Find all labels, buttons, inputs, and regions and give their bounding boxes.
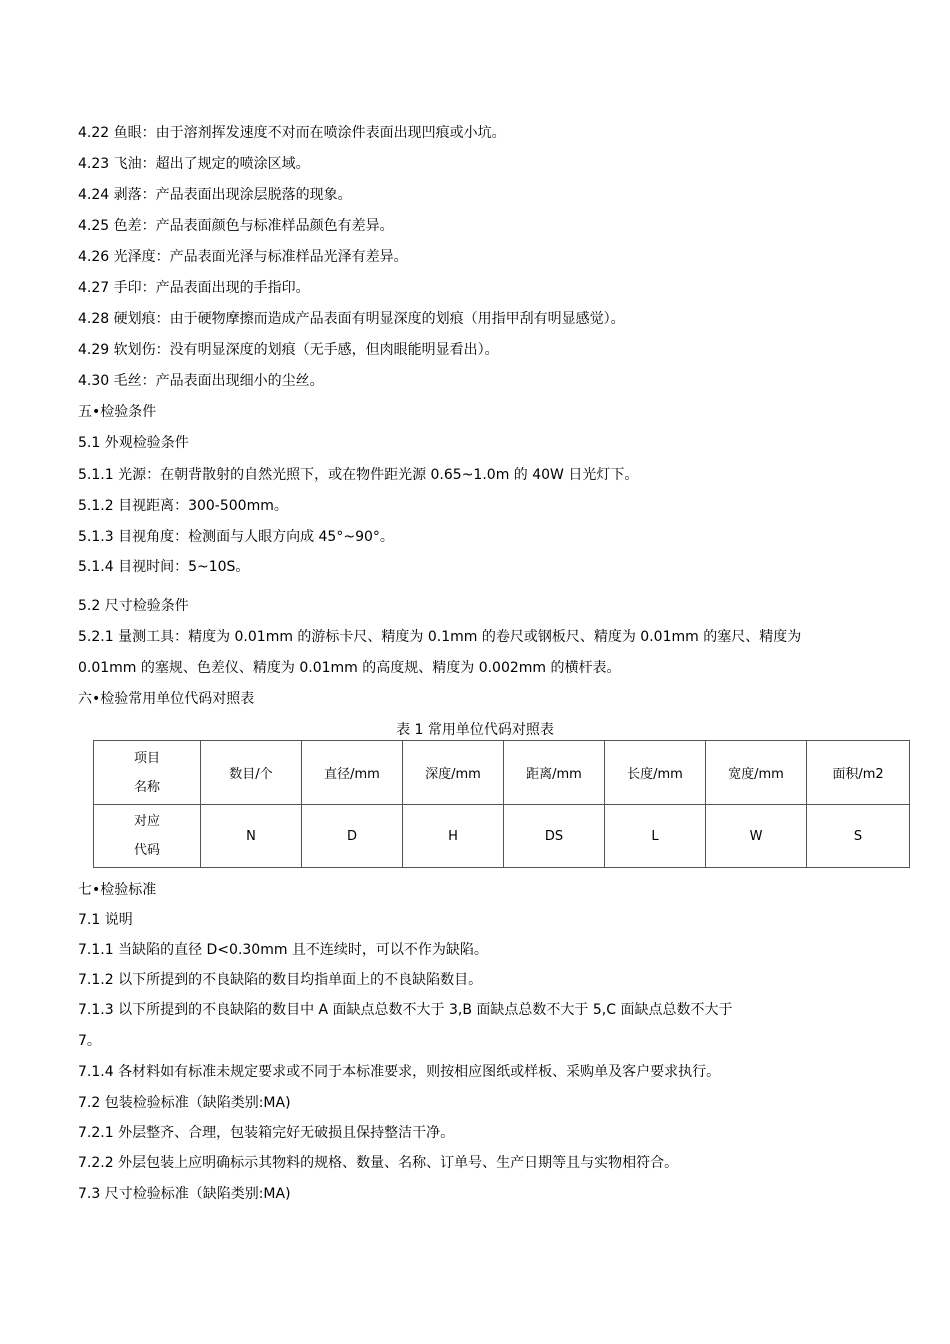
table-caption: 表 1 常用单位代码对照表 <box>396 722 554 738</box>
table-cell: 数目/个 <box>201 741 302 805</box>
text-line: 7.2.2 外层包装上应明确标示其物料的规格、数量、名称、订单号、生产日期等且与实物相符合。 <box>78 1155 679 1171</box>
table-cell: S <box>807 805 910 868</box>
text-line: 7.2.1 外层整齐、合理，包装箱完好无破损且保持整洁干净。 <box>78 1125 455 1141</box>
row-header-name <box>94 741 201 805</box>
subsection-heading: 7.3 尺寸检验标准（缺陷类别:MA) <box>78 1186 291 1202</box>
text-line: 4.25 色差：产品表面颜色与标准样品颜色有差异。 <box>78 218 394 234</box>
table-cell: L <box>605 805 706 868</box>
table-row <box>94 805 910 868</box>
table-row <box>94 741 910 805</box>
text-line: 4.27 手印：产品表面出现的手指印。 <box>78 280 310 296</box>
unit-code-table <box>93 740 910 868</box>
text-line: 5.2.1 量测工具：精度为 0.01mm 的游标卡尺、精度为 0.1mm 的卷尺或钢板尺、精度为 0.01mm 的塞尺、精度为 <box>78 629 802 645</box>
section-heading: 五•检验条件 <box>78 404 157 420</box>
text-line: 4.26 光泽度：产品表面光泽与标准样品光泽有差异。 <box>78 249 408 265</box>
table-cell: D <box>302 805 403 868</box>
text-line: 4.24 剥落：产品表面出现涂层脱落的现象。 <box>78 187 352 203</box>
table-cell: DS <box>504 805 605 868</box>
text-line: 5.1.3 目视角度：检测面与人眼方向成 45°~90°。 <box>78 529 394 545</box>
table-cell: 深度/mm <box>403 741 504 805</box>
header-text: 对应 <box>133 814 160 829</box>
text-line: 7.1.1 当缺陷的直径 D<0.30mm 且不连续时，可以不作为缺陷。 <box>78 942 488 958</box>
subsection-heading: 5.2 尺寸检验条件 <box>78 598 189 614</box>
subsection-heading: 7.2 包装检验标准（缺陷类别:MA) <box>78 1095 291 1111</box>
subsection-heading: 7.1 说明 <box>78 912 133 928</box>
text-line: 4.22 鱼眼：由于溶剂挥发速度不对而在喷涂件表面出现凹痕或小坑。 <box>78 125 506 141</box>
text-line: 7.1.4 各材料如有标准未规定要求或不同于本标准要求，则按相应图纸或样板、采购单及客户要求执行。 <box>78 1064 721 1080</box>
table-cell: N <box>201 805 302 868</box>
section-heading: 七•检验标准 <box>78 882 157 898</box>
table-cell: 面积/m2 <box>807 741 910 805</box>
text-line: 7.1.2 以下所提到的不良缺陷的数目均指单面上的不良缺陷数目。 <box>78 972 483 988</box>
text-line: 4.28 硬划痕：由于硬物摩擦而造成产品表面有明显深度的划痕（用指甲刮有明显感觉）。 <box>78 311 625 327</box>
header-text: 名称 <box>133 779 160 795</box>
table-cell: 宽度/mm <box>706 741 807 805</box>
section-heading: 六•检验常用单位代码对照表 <box>78 691 255 707</box>
text-line: 4.30 毛丝：产品表面出现细小的尘丝。 <box>78 373 324 389</box>
subsection-heading: 5.1 外观检验条件 <box>78 435 189 451</box>
table-cell: W <box>706 805 807 868</box>
text-line: 7。 <box>78 1033 101 1049</box>
text-line: 5.1.2 目视距离：300-500mm。 <box>78 498 288 514</box>
table-cell: 直径/mm <box>302 741 403 805</box>
header-text: 代码 <box>133 843 160 858</box>
text-line: 5.1.4 目视时间：5~10S。 <box>78 559 250 575</box>
text-line: 5.1.1 光源：在朝背散射的自然光照下，或在物件距光源 0.65~1.0m 的 40W 日光灯下。 <box>78 467 639 483</box>
table-cell: H <box>403 805 504 868</box>
text-line: 4.29 软划伤：没有明显深度的划痕（无手感，但肉眼能明显看出）。 <box>78 342 499 358</box>
text-line: 0.01mm 的塞规、色差仪、精度为 0.01mm 的高度规、精度为 0.002mm 的横杆表。 <box>78 660 621 676</box>
row-header-code <box>94 805 201 868</box>
table-cell: 长度/mm <box>605 741 706 805</box>
text-line: 7.1.3 以下所提到的不良缺陷的数目中 A 面缺点总数不大于 3,B 面缺点总数不大于 5,C 面缺点总数不大于 <box>78 1002 733 1018</box>
header-text: 项目 <box>133 750 160 766</box>
table-cell: 距离/mm <box>504 741 605 805</box>
text-line: 4.23 飞油：超出了规定的喷涂区域。 <box>78 156 310 172</box>
